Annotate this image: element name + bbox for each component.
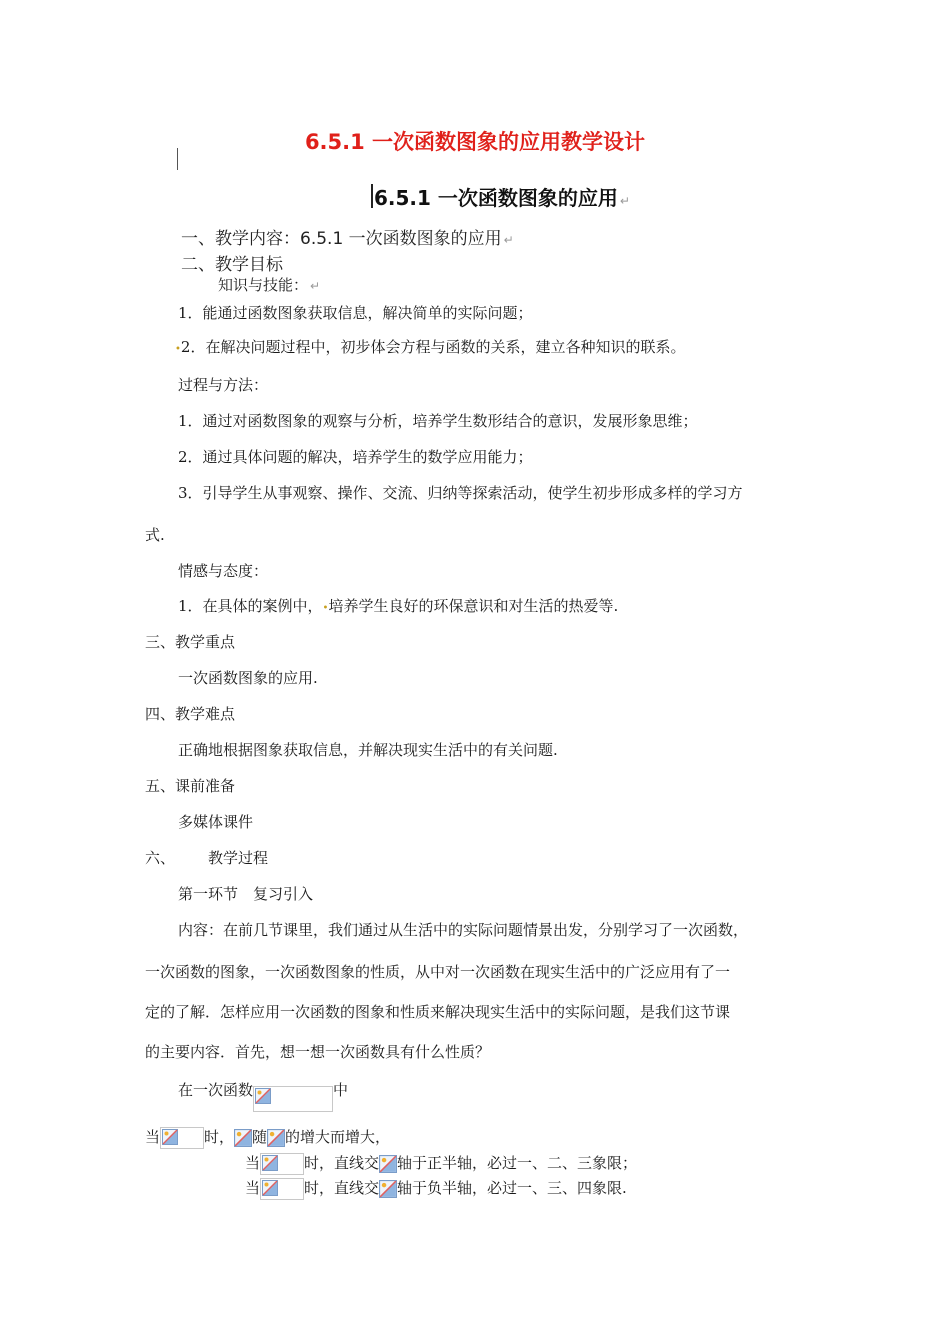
anchor-mark-icon: • (322, 603, 329, 614)
emotion-item-1: 1．在具体的案例中，•培养学生良好的环保意识和对生活的热爱等. (178, 597, 619, 615)
content-paragraph-line: 定的了解．怎样应用一次函数的图象和性质来解决现实生活中的实际问题，是我们这节课 (145, 1003, 731, 1021)
paragraph-mark-icon: ↵ (310, 279, 321, 293)
content-paragraph-line: 一次函数的图象，一次函数图象的性质，从中对一次函数在现实生活中的广泛应用有了一 (145, 963, 731, 981)
content-paragraph-line: 的主要内容．首先，想一想一次函数具有什么性质？ (145, 1043, 491, 1061)
text-cursor-mark (177, 148, 179, 170)
section-3-body: 一次函数图象的应用. (178, 669, 318, 687)
emotion-label: 情感与态度： (178, 562, 269, 580)
knowledge-label: 知识与技能： ↵ (218, 276, 321, 294)
formula-image-placeholder (260, 1178, 304, 1200)
document-title: 6.5.1 一次函数图象的应用教学设计 (304, 130, 646, 154)
paragraph-mark-icon: ↵ (503, 233, 514, 247)
section-5-body: 多媒体课件 (178, 813, 254, 831)
broken-image-icon (255, 1088, 271, 1104)
broken-image-icon (262, 1155, 278, 1171)
formula-image-placeholder (253, 1086, 333, 1112)
formula-line-3: 当 时，直线交 轴于正半轴，必过一、二、三象限； (245, 1152, 637, 1175)
section-1-heading: 一、教学内容：6.5.1 一次函数图象的应用 ↵ (181, 229, 514, 249)
broken-image-icon (379, 1180, 397, 1198)
broken-image-icon (162, 1129, 178, 1145)
text-cursor-mark (371, 184, 373, 208)
knowledge-item-2: •2．在解决问题过程中，初步体会方程与函数的关系，建立各种知识的联系。 (175, 338, 686, 356)
section-4-heading: 四、教学难点 (145, 705, 236, 723)
process-item-2: 2．通过具体问题的解决，培养学生的数学应用能力； (178, 448, 533, 466)
formula-image-placeholder (160, 1127, 204, 1149)
process-item-1: 1．通过对函数图象的观察与分析，培养学生数形结合的意识，发展形象思维； (178, 412, 698, 430)
formula-image-placeholder (379, 1180, 397, 1198)
section-2-heading: 二、教学目标 (181, 255, 283, 275)
broken-image-icon (379, 1155, 397, 1173)
process-item-3: 3．引导学生从事观察、操作、交流、归纳等探索活动，使学生初步形成多样的学习方 (178, 484, 743, 502)
formula-line-1: 在一次函数 中 (178, 1078, 348, 1104)
section-3-heading: 三、教学重点 (145, 633, 236, 651)
section-6-heading: 六、 教学过程 (145, 849, 269, 867)
broken-image-icon (267, 1129, 285, 1147)
formula-line-2: 当 时， 随 的增大而增大， (145, 1126, 390, 1149)
content-paragraph-line: 内容：在前几节课里，我们通过从生活中的实际问题情景出发，分别学习了一次函数， (178, 921, 749, 939)
process-label: 过程与方法： (178, 376, 269, 394)
section-5-heading: 五、课前准备 (145, 777, 236, 795)
anchor-mark-icon: • (175, 344, 181, 355)
broken-image-icon (262, 1180, 278, 1196)
knowledge-item-1: 1．能通过函数图象获取信息，解决简单的实际问题； (178, 304, 533, 322)
paragraph-mark-icon: ↵ (619, 194, 630, 208)
section-heading: 6.5.1 一次函数图象的应用 ↵ (374, 186, 630, 210)
formula-image-placeholder (260, 1153, 304, 1175)
process-item-3-cont: 式. (145, 526, 165, 544)
formula-image-placeholder (379, 1155, 397, 1173)
broken-image-icon (234, 1129, 252, 1147)
step-1-heading: 第一环节 复习引入 (178, 885, 314, 903)
formula-image-placeholder (267, 1129, 285, 1147)
formula-image-placeholder (234, 1129, 252, 1147)
formula-line-4: 当 时，直线交 轴于负半轴，必过一、三、四象限. (245, 1177, 627, 1200)
section-4-body: 正确地根据图象获取信息，并解决现实生活中的有关问题. (178, 741, 558, 759)
